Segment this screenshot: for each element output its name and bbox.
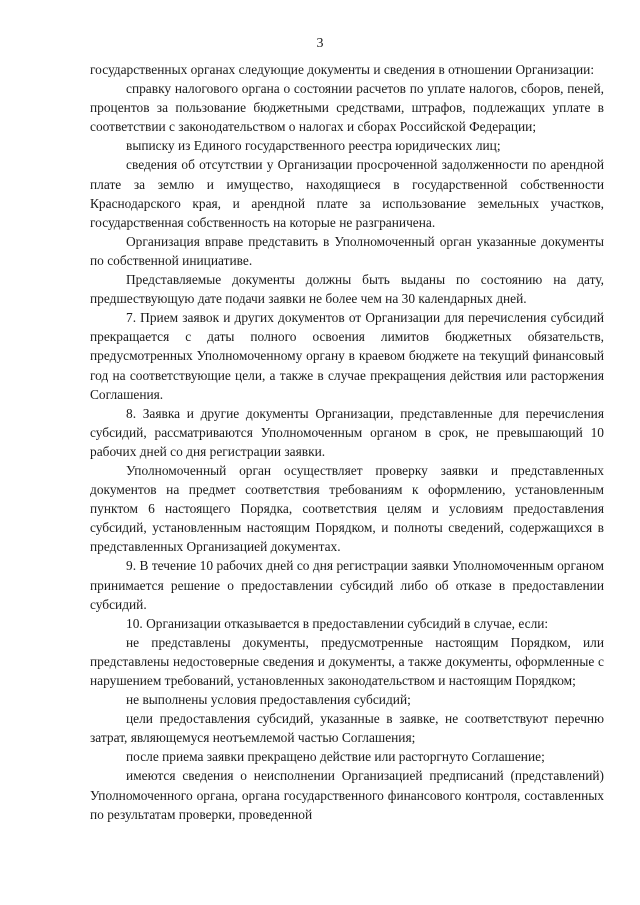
document-body xyxy=(90,60,604,824)
paragraph: имеются сведения о неисполнении Организацией предписаний (представлений) Уполномоченного органа, органа государственного финансового контроля, составленных по результатам проверки, проведенной xyxy=(90,768,604,822)
paragraph: Уполномоченный орган осуществляет проверку заявки и представленных документов на предмет соответствия требованиям к оформлению, установленным пунктом 6 настоящего Порядка, соответствия целям и условиям предоставления субсидий, установленным настоящим Порядком, и полноты сведений, содержащихся в представленных Организацией документах. xyxy=(90,462,604,555)
paragraph: Представляемые документы должны быть выданы по состоянию на дату, предшествующую дате подачи заявки не более чем на 30 календарных дней. xyxy=(90,272,604,307)
paragraph: государственных органах следующие документы и сведения в отношении Организации: xyxy=(90,62,595,77)
paragraph: Организация вправе представить в Уполномоченный орган указанные документы по собственной инициативе. xyxy=(90,233,604,268)
paragraph: 9. В течение 10 рабочих дней со дня регистрации заявки Уполномоченным органом принимается решение о предоставлении субсидий либо об отказе в предоставлении субсидий. xyxy=(90,558,604,612)
paragraph: не выполнены условия предоставления субсидий; xyxy=(126,692,411,708)
paragraph: после приема заявки прекращено действие или расторгнуто Соглашение; xyxy=(126,749,545,765)
page-number: 3 xyxy=(316,36,324,51)
paragraph: справку налогового органа о состоянии расчетов по уплате налогов, сборов, пеней, процентов за пользование бюджетными средствами, штрафов, подлежащих уплате в соответствии с законодательством о налогах и сборах Российской Федерации; xyxy=(90,81,604,135)
paragraph: 10. Организации отказывается в предоставлении субсидий в случае, если: xyxy=(126,615,549,631)
paragraph: цели предоставления субсидий, указанные в заявке, не соответствуют перечню затрат, являющемуся неотъемлемой частью Соглашения; xyxy=(90,711,604,746)
paragraph: 8. Заявка и другие документы Организации, представленные для перечисления субсидий, рассматриваются Уполномоченным органом в срок, не превышающий 10 рабочих дней со дня регистрации заявки. xyxy=(90,405,604,459)
paragraph: не представлены документы, предусмотренные настоящим Порядком, или представлены недостоверные сведения и документы, а также документы, оформленные с нарушением требований, установленных законодательством и настоящим Порядком; xyxy=(90,634,604,688)
paragraph: 7. Прием заявок и других документов от Организации для перечисления субсидий прекращается с даты полного освоения лимитов бюджетных обязательств, предусмотренных Уполномоченному органу в краевом бюджете на текущий финансовый год на соответствующие цели, а также в случае прекращения действия или расторжения Соглашения. xyxy=(90,310,604,402)
paragraph: выписку из Единого государственного реестра юридических лиц; xyxy=(126,138,501,154)
paragraph: сведения об отсутствии у Организации просроченной задолженности по арендной плате за землю и имущество, находящиеся в государственной собственности Краснодарского края, и арендной плате за использование земельных участков, государственная собственность на которые не разграничена. xyxy=(90,157,604,230)
